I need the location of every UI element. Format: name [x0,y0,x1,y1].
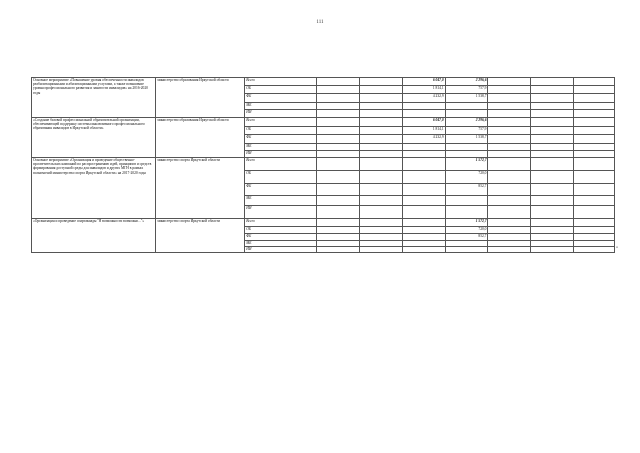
amount-cell-empty [488,206,531,219]
amount-year-a [402,158,445,171]
amount-year-b: 1 538,7 [445,135,488,144]
amount-year-b: 2 296,6 [445,78,488,86]
measure-name: «Организация и проведение спартакиады "Я возможности возможно..."» [32,219,156,253]
amount-cell-empty [317,227,360,234]
funding-source: ФБ [245,94,317,103]
amount-year-b [445,196,488,206]
amount-cell-empty [574,227,615,234]
measure-name: Основное мероприятие «Повышение уровня обеспеченности инвалидов реабилитационными и абилитационными услугами, а также повышение уровня профессионального развития и занятости инвалидов» на 2016-2020 годы [32,78,156,118]
amount-cell-empty [574,234,615,241]
amount-cell-empty [531,151,574,158]
amount-year-a: 4 232,9 [402,94,445,103]
amount-cell-empty [359,127,402,135]
funding-source: МБ [245,241,317,247]
amount-cell-empty [359,135,402,144]
responsible-executor: министерство образования Иркутской области [156,78,245,118]
amount-cell-empty [531,110,574,118]
funding-source: Всего [245,219,317,227]
amount-cell-empty [359,78,402,86]
funding-source: ИИ [245,247,317,253]
amount-year-b [445,151,488,158]
amount-cell-empty [531,196,574,206]
table-row [32,219,615,227]
amount-cell-empty [359,144,402,151]
funding-source: МБ [245,103,317,110]
amount-year-a [402,103,445,110]
amount-cell-empty [488,158,531,171]
amount-cell-empty [317,196,360,206]
amount-year-a: 1 814,1 [402,86,445,94]
funding-source: Всего [245,118,317,127]
amount-cell-empty [574,247,615,253]
amount-cell-empty [359,196,402,206]
amount-cell-empty [317,247,360,253]
amount-cell-empty [574,196,615,206]
amount-cell-empty [531,171,574,184]
amount-cell-empty [574,110,615,118]
amount-cell-empty [531,158,574,171]
amount-cell-empty [488,184,531,196]
amount-year-b: 1 572,7 [445,219,488,227]
measure-name: Основное мероприятие «Организация и проведение общественно-просветительских кампаний по распространению идей, принципов и средств формирования доступной среды для инвалидов и других МГН в рамках полномочий министерства спорта Иркутской области» на 2017-2020 годы [32,158,156,219]
amount-cell-empty [574,171,615,184]
amount-cell-empty [531,144,574,151]
amount-cell-empty [488,86,531,94]
amount-cell-empty [574,94,615,103]
amount-cell-empty [488,227,531,234]
amount-year-b: 1 572,7 [445,158,488,171]
amount-cell-empty [488,103,531,110]
amount-cell-empty [317,206,360,219]
table-row [32,118,615,127]
amount-cell-empty [531,219,574,227]
amount-cell-empty [488,135,531,144]
budget-table-body [32,78,615,253]
amount-cell-empty [531,78,574,86]
amount-cell-empty [359,86,402,94]
amount-cell-empty [531,118,574,127]
amount-cell-empty [574,103,615,110]
funding-source: ОБ [245,86,317,94]
amount-cell-empty [359,118,402,127]
amount-year-b: 852,7 [445,184,488,196]
amount-cell-empty [359,158,402,171]
amount-cell-empty [488,110,531,118]
amount-cell-empty [359,151,402,158]
amount-year-b [445,144,488,151]
amount-year-a [402,144,445,151]
amount-year-b: 852,7 [445,234,488,241]
amount-cell-empty [531,103,574,110]
amount-cell-empty [574,151,615,158]
funding-source: ФБ [245,184,317,196]
amount-cell-empty [488,151,531,158]
amount-cell-empty [574,78,615,86]
amount-cell-empty [488,78,531,86]
amount-cell-empty [317,144,360,151]
funding-source: МБ [245,144,317,151]
amount-year-a [402,227,445,234]
amount-cell-empty [317,158,360,171]
amount-cell-empty [488,196,531,206]
funding-source: ФБ [245,135,317,144]
amount-cell-empty [531,94,574,103]
amount-year-b [445,206,488,219]
amount-cell-empty [574,135,615,144]
amount-cell-empty [317,78,360,86]
amount-cell-empty [488,247,531,253]
amount-cell-empty [359,171,402,184]
amount-year-a [402,196,445,206]
amount-cell-empty [359,94,402,103]
amount-cell-empty [317,118,360,127]
amount-year-b: 720,0 [445,227,488,234]
funding-source: Всего [245,78,317,86]
amount-cell-empty [488,234,531,241]
amount-cell-empty [531,184,574,196]
amount-cell-empty [317,151,360,158]
amount-cell-empty [531,127,574,135]
amount-year-b [445,247,488,253]
amount-cell-empty [574,86,615,94]
amount-year-a [402,247,445,253]
amount-year-a: 1 814,1 [402,127,445,135]
responsible-executor: министерство образования Иркутской области [156,118,245,158]
funding-source: Всего [245,158,317,171]
amount-cell-empty [317,171,360,184]
amount-year-b: 757,9 [445,127,488,135]
amount-cell-empty [317,234,360,241]
amount-cell-empty [574,127,615,135]
amount-cell-empty [574,158,615,171]
amount-cell-empty [574,184,615,196]
amount-cell-empty [574,118,615,127]
responsible-executor: министерство спорта Иркутской области [156,158,245,219]
funding-source: ИИ [245,110,317,118]
funding-source: ОБ [245,127,317,135]
amount-year-a [402,171,445,184]
amount-cell-empty [359,227,402,234]
amount-cell-empty [488,118,531,127]
amount-year-a: 4 232,9 [402,135,445,144]
amount-year-b: 1 538,7 [445,94,488,103]
amount-cell-empty [359,247,402,253]
amount-cell-empty [317,94,360,103]
amount-year-a [402,219,445,227]
funding-source: ОБ [245,171,317,184]
amount-cell-empty [574,206,615,219]
amount-year-a [402,151,445,158]
amount-cell-empty [488,127,531,135]
amount-year-a [402,234,445,241]
amount-cell-empty [317,219,360,227]
amount-year-b: 2 296,6 [445,118,488,127]
funding-source: МБ [245,196,317,206]
amount-cell-empty [359,184,402,196]
funding-source: ФБ [245,234,317,241]
funding-source: ИИ [245,151,317,158]
amount-cell-empty [574,144,615,151]
amount-cell-empty [574,219,615,227]
page-number: 111 [316,20,324,25]
amount-year-a [402,110,445,118]
amount-cell-empty [359,103,402,110]
amount-year-a: 6 047,0 [402,118,445,127]
amount-cell-empty [531,247,574,253]
table-row [32,158,615,171]
amount-cell-empty [317,184,360,196]
table-row [32,78,615,86]
amount-cell-empty [531,135,574,144]
amount-cell-empty [488,94,531,103]
amount-year-b: 757,9 [445,86,488,94]
amount-cell-empty [317,110,360,118]
amount-cell-empty [531,206,574,219]
amount-cell-empty [488,144,531,151]
amount-year-b [445,103,488,110]
amount-cell-empty [488,171,531,184]
amount-cell-empty [359,206,402,219]
amount-year-a [402,206,445,219]
amount-cell-empty [359,110,402,118]
amount-cell-empty [359,219,402,227]
amount-year-b [445,110,488,118]
amount-cell-empty [359,234,402,241]
budget-table [31,77,615,253]
amount-cell-empty [317,86,360,94]
funding-source: ОБ [245,227,317,234]
amount-cell-empty [531,227,574,234]
amount-cell-empty [531,86,574,94]
amount-cell-empty [317,103,360,110]
amount-cell-empty [531,234,574,241]
margin-mark: « [616,244,618,249]
measure-name: «Создание базовой профессиональной образовательной организации, обеспечивающей поддержку системы инклюзивного профессионального образования инвалидов в Иркутской области» [32,118,156,158]
amount-year-a [402,184,445,196]
funding-source: ИИ [245,206,317,219]
amount-year-b: 720,0 [445,171,488,184]
amount-cell-empty [317,135,360,144]
amount-cell-empty [488,219,531,227]
amount-cell-empty [317,127,360,135]
responsible-executor: министерство спорта Иркутской области [156,219,245,253]
amount-year-a: 6 047,0 [402,78,445,86]
